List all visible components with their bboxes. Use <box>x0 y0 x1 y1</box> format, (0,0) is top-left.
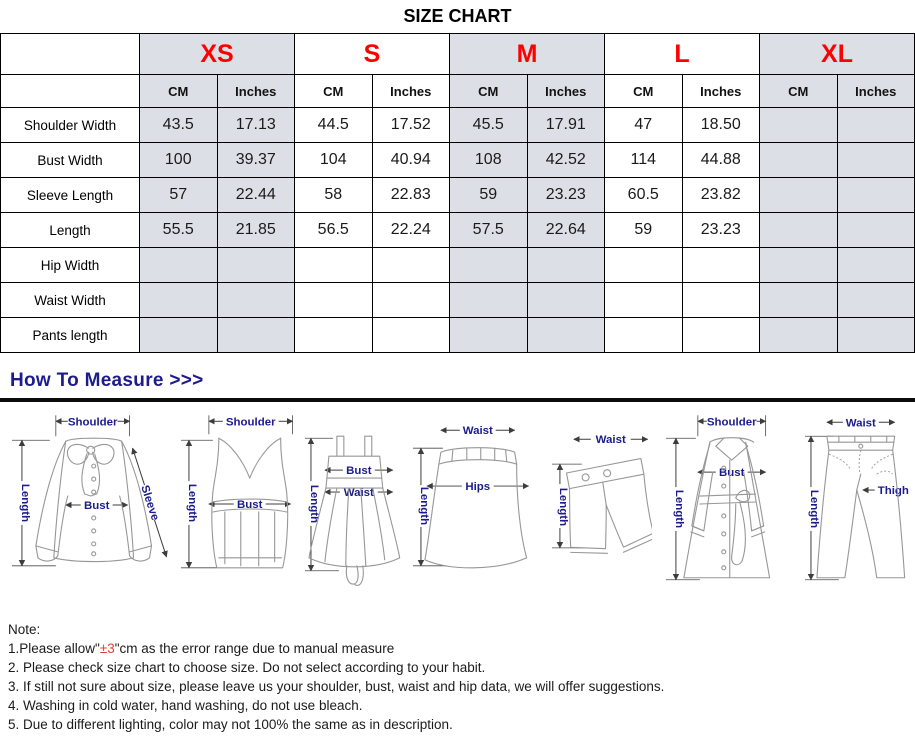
size-cell <box>450 318 528 353</box>
unit-header: Inches <box>217 75 295 108</box>
corner-cell <box>1 34 140 75</box>
size-cell: 44.88 <box>682 143 760 178</box>
size-cell: 45.5 <box>450 108 528 143</box>
dress-bust-label: Bust <box>346 465 372 478</box>
unit-header: CM <box>450 75 528 108</box>
size-header-l: L <box>605 34 760 75</box>
size-cell: 58 <box>295 178 373 213</box>
table-row <box>1 248 915 283</box>
row-label: Length <box>1 213 140 248</box>
size-cell <box>295 283 373 318</box>
shorts-waist-label: Waist <box>595 434 627 447</box>
size-cell: 23.82 <box>682 178 760 213</box>
dress-diagram <box>299 408 405 603</box>
size-cell: 100 <box>140 143 218 178</box>
size-cell <box>605 248 683 283</box>
tank-top-diagram <box>173 408 299 603</box>
tank-shoulder-label: Shoulder <box>226 416 276 429</box>
pants-waist-label: Waist <box>846 417 877 430</box>
row-label: Bust Width <box>1 143 140 178</box>
table-row <box>1 283 915 318</box>
size-cell: 59 <box>450 178 528 213</box>
size-cell: 22.83 <box>372 178 450 213</box>
size-cell: 59 <box>605 213 683 248</box>
unit-header: CM <box>605 75 683 108</box>
skirt-hips-label: Hips <box>465 481 490 494</box>
size-cell <box>140 248 218 283</box>
unit-header: Inches <box>837 75 915 108</box>
notes-heading: Note: <box>8 622 41 637</box>
size-cell <box>527 248 605 283</box>
coat-length-label: Length <box>672 489 685 529</box>
note-item: 5. Due to different lighting, color may not 100% the same as in description. <box>8 717 453 732</box>
skirt-diagram <box>405 408 535 603</box>
size-cell <box>140 318 218 353</box>
unit-header: Inches <box>682 75 760 108</box>
tank-length-label: Length <box>186 483 199 523</box>
size-cell <box>837 248 915 283</box>
size-cell <box>295 248 373 283</box>
unit-header: CM <box>140 75 218 108</box>
size-header-m: M <box>450 34 605 75</box>
size-cell: 60.5 <box>605 178 683 213</box>
size-cell <box>760 143 838 178</box>
corner-cell <box>1 75 140 108</box>
notes-section <box>0 608 915 734</box>
dress-waist-label: Waist <box>343 487 374 500</box>
size-cell <box>682 248 760 283</box>
size-cell <box>837 213 915 248</box>
row-label: Sleeve Length <box>1 178 140 213</box>
size-cell: 55.5 <box>140 213 218 248</box>
blouse-length-label: Length <box>18 483 31 523</box>
size-cell <box>837 108 915 143</box>
size-chart-table <box>0 33 915 353</box>
size-cell <box>760 318 838 353</box>
size-cell: 56.5 <box>295 213 373 248</box>
table-row <box>1 213 915 248</box>
size-cell <box>450 283 528 318</box>
table-row <box>1 143 915 178</box>
size-cell <box>372 318 450 353</box>
size-cell: 47 <box>605 108 683 143</box>
size-cell: 21.85 <box>217 213 295 248</box>
size-cell: 40.94 <box>372 143 450 178</box>
size-cell <box>605 283 683 318</box>
size-header-row <box>1 34 915 75</box>
size-cell: 43.5 <box>140 108 218 143</box>
note-item: 4. Washing in cold water, hand washing, do not use bleach. <box>8 698 363 713</box>
coat-shoulder-label: Shoulder <box>706 416 757 429</box>
size-cell <box>605 318 683 353</box>
row-label: Pants length <box>1 318 140 353</box>
row-label: Waist Width <box>1 283 140 318</box>
pants-diagram <box>799 408 911 603</box>
unit-header: Inches <box>527 75 605 108</box>
shorts-diagram <box>534 408 652 603</box>
row-label: Shoulder Width <box>1 108 140 143</box>
size-cell: 57 <box>140 178 218 213</box>
note-item: 2. Please check size chart to choose size. Do not select according to your habit. <box>8 660 486 675</box>
blouse-sleeve-label: Sleeve <box>138 483 161 523</box>
size-cell <box>837 143 915 178</box>
size-cell <box>760 108 838 143</box>
size-cell <box>837 283 915 318</box>
size-cell: 44.5 <box>295 108 373 143</box>
size-cell: 17.52 <box>372 108 450 143</box>
size-cell <box>217 318 295 353</box>
note-item: 3. If still not sure about size, please leave us your shoulder, bust, waist and hip data, we will offer suggestions. <box>8 679 665 694</box>
size-cell: 23.23 <box>682 213 760 248</box>
size-cell <box>217 283 295 318</box>
size-cell: 17.91 <box>527 108 605 143</box>
size-cell: 17.13 <box>217 108 295 143</box>
size-cell <box>682 283 760 318</box>
blouse-bust-label: Bust <box>83 499 110 512</box>
note-highlight: ±3 <box>99 641 115 656</box>
how-to-measure-heading: How To Measure >>> <box>10 370 204 391</box>
size-cell <box>760 178 838 213</box>
size-cell <box>217 248 295 283</box>
size-cell: 108 <box>450 143 528 178</box>
how-to-measure-diagrams <box>0 402 915 608</box>
skirt-length-label: Length <box>417 486 430 526</box>
size-cell <box>682 318 760 353</box>
unit-header: CM <box>295 75 373 108</box>
size-cell: 114 <box>605 143 683 178</box>
size-header-s: S <box>295 34 450 75</box>
size-cell: 23.23 <box>527 178 605 213</box>
size-cell: 22.24 <box>372 213 450 248</box>
coat-bust-label: Bust <box>718 467 745 480</box>
size-cell <box>527 318 605 353</box>
size-cell: 39.37 <box>217 143 295 178</box>
size-cell <box>372 283 450 318</box>
size-cell: 22.44 <box>217 178 295 213</box>
row-label: Hip Width <box>1 248 140 283</box>
unit-header: Inches <box>372 75 450 108</box>
size-cell: 57.5 <box>450 213 528 248</box>
size-cell <box>760 248 838 283</box>
shorts-length-label: Length <box>557 487 570 527</box>
blouse-shoulder-label: Shoulder <box>67 416 118 429</box>
size-cell <box>295 318 373 353</box>
dress-length-label: Length <box>307 484 320 524</box>
page-title: SIZE CHART <box>403 6 512 26</box>
size-cell <box>760 213 838 248</box>
size-cell <box>140 283 218 318</box>
pants-thigh-label: Thigh <box>878 485 910 498</box>
size-cell <box>837 318 915 353</box>
tank-bust-label: Bust <box>237 498 263 511</box>
size-header-xs: XS <box>140 34 295 75</box>
table-row <box>1 178 915 213</box>
size-header-xl: XL <box>760 34 915 75</box>
table-row <box>1 108 915 143</box>
size-cell <box>527 283 605 318</box>
pants-length-label: Length <box>808 489 821 529</box>
size-cell: 42.52 <box>527 143 605 178</box>
size-cell: 22.64 <box>527 213 605 248</box>
blouse-diagram <box>4 408 173 603</box>
unit-header: CM <box>760 75 838 108</box>
unit-header-row <box>1 75 915 108</box>
size-cell: 18.50 <box>682 108 760 143</box>
table-row <box>1 318 915 353</box>
size-cell <box>450 248 528 283</box>
skirt-waist-label: Waist <box>462 425 493 438</box>
coat-diagram <box>652 408 800 603</box>
size-cell <box>760 283 838 318</box>
size-cell <box>372 248 450 283</box>
size-cell: 104 <box>295 143 373 178</box>
size-cell <box>837 178 915 213</box>
note-item: 1.Please allow"±3"cm as the error range due to manual measure <box>8 641 395 656</box>
